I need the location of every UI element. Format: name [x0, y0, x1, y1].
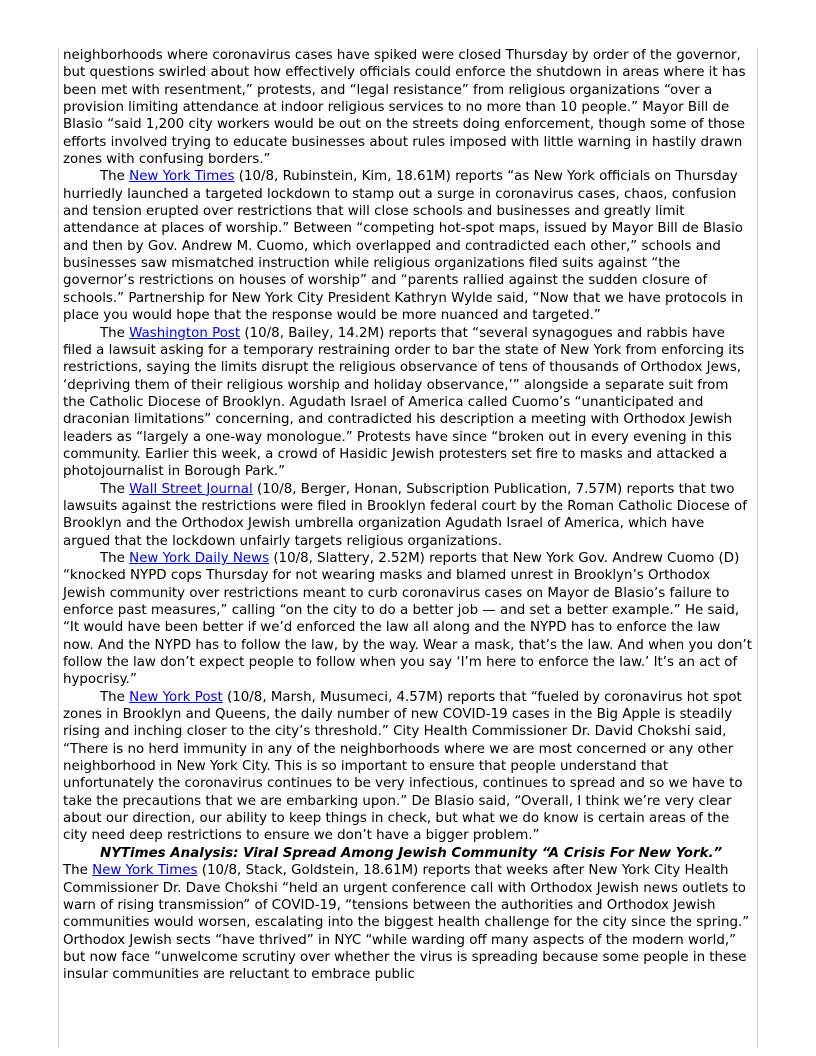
paragraph-lead: The: [63, 863, 93, 879]
paragraph-text: (10/8, Stack, Goldstein, 18.61M) reports that weeks after New York City Health Commissioner Dr. Dave Chokshi “held an urgent conference call with Orthodox Jewish news outlets to warn of rising transmission” of COVID-19, “tensions between the authorities and Orthodox Jewish communities would worsen, escalating into the biggest health challenge for the city since the spring.” Orthodox Jewish sects “have thrived” in NYC “while warding off many aspects of the modern world,” but now face “unwelcome scrutiny over whether the virus is spreading because some people in these insular communities are reluctant to embrace public: [63, 863, 750, 983]
paragraph-wapo: [63, 325, 753, 481]
paragraph-text: (10/8, Rubinstein, Kim, 18.61M) reports “as New York officials on Thursday hurriedly launched a targeted lockdown to stamp out a surge in coronavirus cases, chaos, confusion and tension erupted over restrictions that will close schools and businesses and greatly limit attendance at places of worship.” Between “competing hot-spot maps, issued by Mayor Bill de Blasio and then by Gov. Andrew M. Cuomo, which overlapped and contradicted each other,” schools and businesses saw mismatched instruction while religious organizations filed suits against “the governor’s restrictions on houses of worship” and “parents rallied against the sudden closure of schools.” Partnership for New York City President Kathryn Wylde said, “Now that we have protocols in place you would hope that the response would be more nuanced and targeted.”: [63, 169, 744, 324]
paragraph-daily-news: [63, 550, 753, 689]
paragraph-lead: The: [100, 550, 130, 566]
source-link-new-york-times[interactable]: New York Times: [129, 169, 235, 185]
paragraph-lead: The: [100, 325, 130, 341]
paragraph-text: (10/8, Slattery, 2.52M) reports that New York Gov. Andrew Cuomo (D) “knocked NYPD cops Thursday for not wearing masks and blamed unrest in Brooklyn’s Orthodox Jewish community over restrictions meant to curb coronavirus cases on Mayor de Blasio’s failure to enforce past measures,” calling “on the city to do a better job — and set a better example.” He said, “It would have been better if we’d enforced the law all along and the NYPD has to enforce the law now. And the NYPD has to follow the law, by the way. Wear a mask, that’s the law. And when you don’t follow the law don’t expect people to follow when you say ‘I’m here to enforce the law.’ It’s an act of hypocrisy.”: [63, 550, 753, 688]
page-border-left: [58, 48, 59, 1048]
section-headline: [63, 845, 753, 862]
paragraph-lead: The: [100, 481, 130, 497]
section-headline-text: NYTimes Analysis: Viral Spread Among Jewish Community “A Crisis For New York.”: [100, 845, 723, 861]
paragraph-text: (10/8, Bailey, 14.2M) reports that “several synagogues and rabbis have filed a lawsuit asking for a temporary restraining order to bar the state of New York from enforcing its restrictions, saying the limits disrupt the religious observance of tens of thousands of Orthodox Jews, ‘depriving them of their religious worship and holiday observance,’” alongside a separate suit from the Catholic Diocese of Brooklyn. Agudath Israel of America called Cuomo’s “unanticipated and draconian limitations” concerning, and contradicted his description a meeting with Orthodox Jewish leaders as “largely a one-way monologue.” Protests have since “broken out in every evening in this community. Earlier this week, a crowd of Hasidic Jewish protesters set fire to masks and attacked a photojournalist in Borough Park.”: [63, 325, 745, 480]
source-link-wall-street-journal[interactable]: Wall Street Journal: [129, 481, 253, 497]
source-link-new-york-times[interactable]: New York Times: [92, 863, 198, 879]
source-link-new-york-post[interactable]: New York Post: [129, 689, 223, 705]
paragraph-continuation: [63, 47, 753, 168]
document-body: [63, 47, 753, 984]
source-link-washington-post[interactable]: Washington Post: [129, 325, 241, 341]
paragraph-wsj: [63, 481, 753, 550]
paragraph-text: neighborhoods where coronavirus cases have spiked were closed Thursday by order of the governor, but questions swirled about how effectively officials could enforce the shutdown in areas where it has been met with resentment,” protests, and “legal resistance” from religious organizations “over a provision limiting attendance at indoor religious services to no more than 10 people.” Mayor Bill de Blasio “said 1,200 city workers would be out on the streets doing enforcement, though some of those efforts involved trying to educate businesses about rules imposed with little warning in hastily drawn zones with confusing borders.”: [63, 48, 746, 168]
paragraph-text: (10/8, Marsh, Musumeci, 4.57M) reports that “fueled by coronavirus hot spot zones in Brooklyn and Queens, the daily number of new COVID-19 cases in the Big Apple is steadily rising and inching closer to the city’s threshold.” City Health Commissioner Dr. David Chokshi said, “There is no herd immunity in any of the neighborhoods where we are most concerned or any other neighborhood in New York City. This is so important to ensure that people understand that unfortunately the coronavirus continues to be very infectious, continues to spread and so we have to take the precautions that we are embarking upon.” De Blasio said, “Overall, I think we’re very clear about our direction, our ability to keep things in check, but what we do know is certain areas of the city need deep restrictions to ensure we don’t have a bigger problem.”: [63, 689, 743, 844]
paragraph-nyt: [63, 168, 753, 324]
source-link-new-york-daily-news[interactable]: New York Daily News: [129, 550, 270, 566]
paragraph-nyt-analysis: [63, 862, 753, 983]
paragraph-ny-post: [63, 689, 753, 845]
paragraph-lead: The: [100, 689, 130, 705]
paragraph-text: (10/8, Berger, Honan, Subscription Publication, 7.57M) reports that two lawsuits against the restrictions were filed in Brooklyn federal court by the Roman Catholic Diocese of Brooklyn and the Orthodox Jewish umbrella organization Agudath Israel of America, which have argued that the lockdown unfairly targets religious organizations.: [63, 481, 747, 549]
page-border-right: [757, 48, 758, 1048]
paragraph-lead: The: [100, 169, 130, 185]
